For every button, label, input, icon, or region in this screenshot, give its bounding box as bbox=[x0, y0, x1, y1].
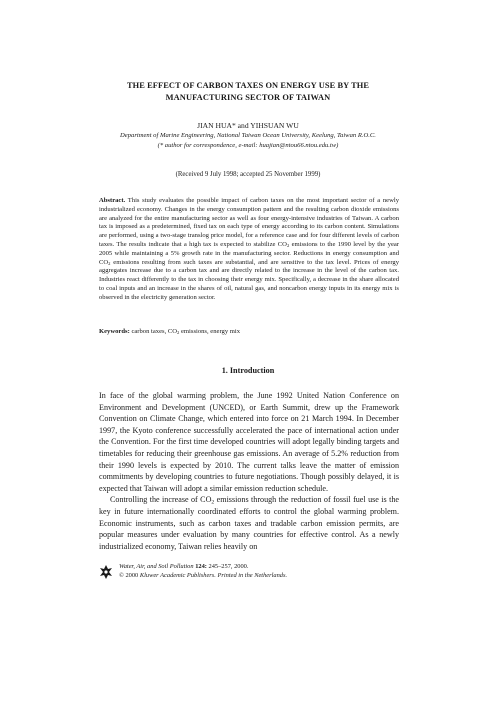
citation-line bbox=[119, 562, 287, 571]
abstract bbox=[99, 197, 399, 303]
copyright-year: © 2000 bbox=[119, 572, 139, 579]
subscript: 2 bbox=[211, 499, 215, 506]
title-line-2: MANUFACTURING SECTOR OF TAIWAN bbox=[165, 93, 331, 102]
section-heading: 1. Introduction bbox=[221, 366, 275, 375]
keywords bbox=[99, 327, 399, 336]
copyright-line bbox=[119, 571, 287, 580]
abstract-text-3: emissions resulting from such taxes are substantial, and are sensitive to the tax level. Prices of energy aggregates increase due to a carbon tax and are directly related to the increase in the level of the carbon tax. Industries react differently to the tax in choosing their energy mix. Specifically, a decrease in the share allocated to coal inputs and an increase in the shares of oil, natural gas, and noncarbon energy inputs in its energy mix is observed in the electricity generation sector. bbox=[99, 258, 399, 301]
publisher-logo-icon bbox=[99, 564, 113, 580]
journal-pages: 245–257, 2000. bbox=[208, 563, 249, 570]
journal-volume: 124: bbox=[195, 563, 207, 570]
title-line-1: THE EFFECT OF CARBON TAXES ON ENERGY USE BY THE bbox=[126, 81, 370, 90]
received-dates: (Received 9 July 1998; accepted 25 November 1999) bbox=[175, 171, 321, 178]
keywords-text-2: emissions, energy mix bbox=[179, 328, 241, 335]
authors: JIAN HUA* and YIHSUAN WU bbox=[197, 121, 299, 130]
footer-text bbox=[119, 562, 287, 580]
abstract-label: Abstract. bbox=[99, 197, 126, 204]
abstract-text-1: This study evaluates the possible impact of carbon taxes on the most important sector of a newly industrialized economy. Changes in the energy consumption pattern and the resulting carbon dioxide emissions are analyzed for the entire manufacturing sector as well as four energy-intensive industries of Taiwan. A carbon tax is imposed as a predetermined, fixed tax on each type of energy according to its carbon content. Simulations are performed, using a two-stage translog price model, for a reference case and for four different levels of carbon taxes. The results indicate that a high tax is expected to stabilize CO bbox=[99, 197, 399, 248]
keywords-text-1: carbon taxes, CO bbox=[131, 328, 178, 335]
paragraph-1: In face of the global warming problem, the June 1992 United Nation Conference on Environment and Development (UNCED), or Earth Summit, drew up the Framework Convention on Climate Change, which entered into force on 21 March 1994. In December 1997, the Kyoto conference successfully accelerated the pace of international action under the Convention. For the first time developed countries will adopt legally binding targets and timetables for reducing their greenhouse gas emissions. An average of 5.2% reduction from their 1990 levels is expected by 2010. The current talks leave the matter of emission commitments by developing countries to future negotiations. Though possibly delayed, it is expected that Taiwan will adopt a similar emission reduction schedule. bbox=[99, 391, 399, 493]
publisher-footer bbox=[99, 562, 399, 584]
journal-name: Water, Air, and Soil Pollution bbox=[119, 563, 194, 570]
paper-title bbox=[60, 80, 436, 104]
affiliation-line-1: Department of Marine Engineering, National Taiwan Ocean University, Keelung, Taiwan R.O.C. bbox=[120, 132, 376, 139]
subscript: 2 bbox=[286, 243, 290, 249]
paragraph-2 bbox=[99, 494, 399, 552]
affiliation bbox=[40, 131, 456, 150]
affiliation-line-2: (* author for correspondence, e-mail: huajian@ntou66.ntou.edu.tw) bbox=[157, 141, 339, 149]
paragraph-2-text-1: Controlling the increase of CO bbox=[110, 495, 212, 505]
abstract-text-2: emissions to the 1990 level by the year 2005 while maintaining a 5% growth rate in the manufacturing sector. Reductions in energy consumption and CO bbox=[99, 240, 399, 266]
body-text bbox=[99, 390, 399, 552]
paragraph-2-text-2: emissions through the reduction of fossil fuel use is the key in future internationally coordinated efforts to control the global warming problem. Economic instruments, such as carbon taxes and tradable carbon emission permits, are popular measures under evaluation by many countries for effective control. As a newly industrialized economy, Taiwan relies heavily on bbox=[99, 495, 400, 551]
publisher-name: Kluwer Academic Publishers. Printed in the Netherlands. bbox=[139, 572, 288, 579]
subscript: 2 bbox=[177, 330, 180, 336]
keywords-label: Keywords: bbox=[99, 328, 130, 335]
subscript: 2 bbox=[108, 260, 111, 266]
